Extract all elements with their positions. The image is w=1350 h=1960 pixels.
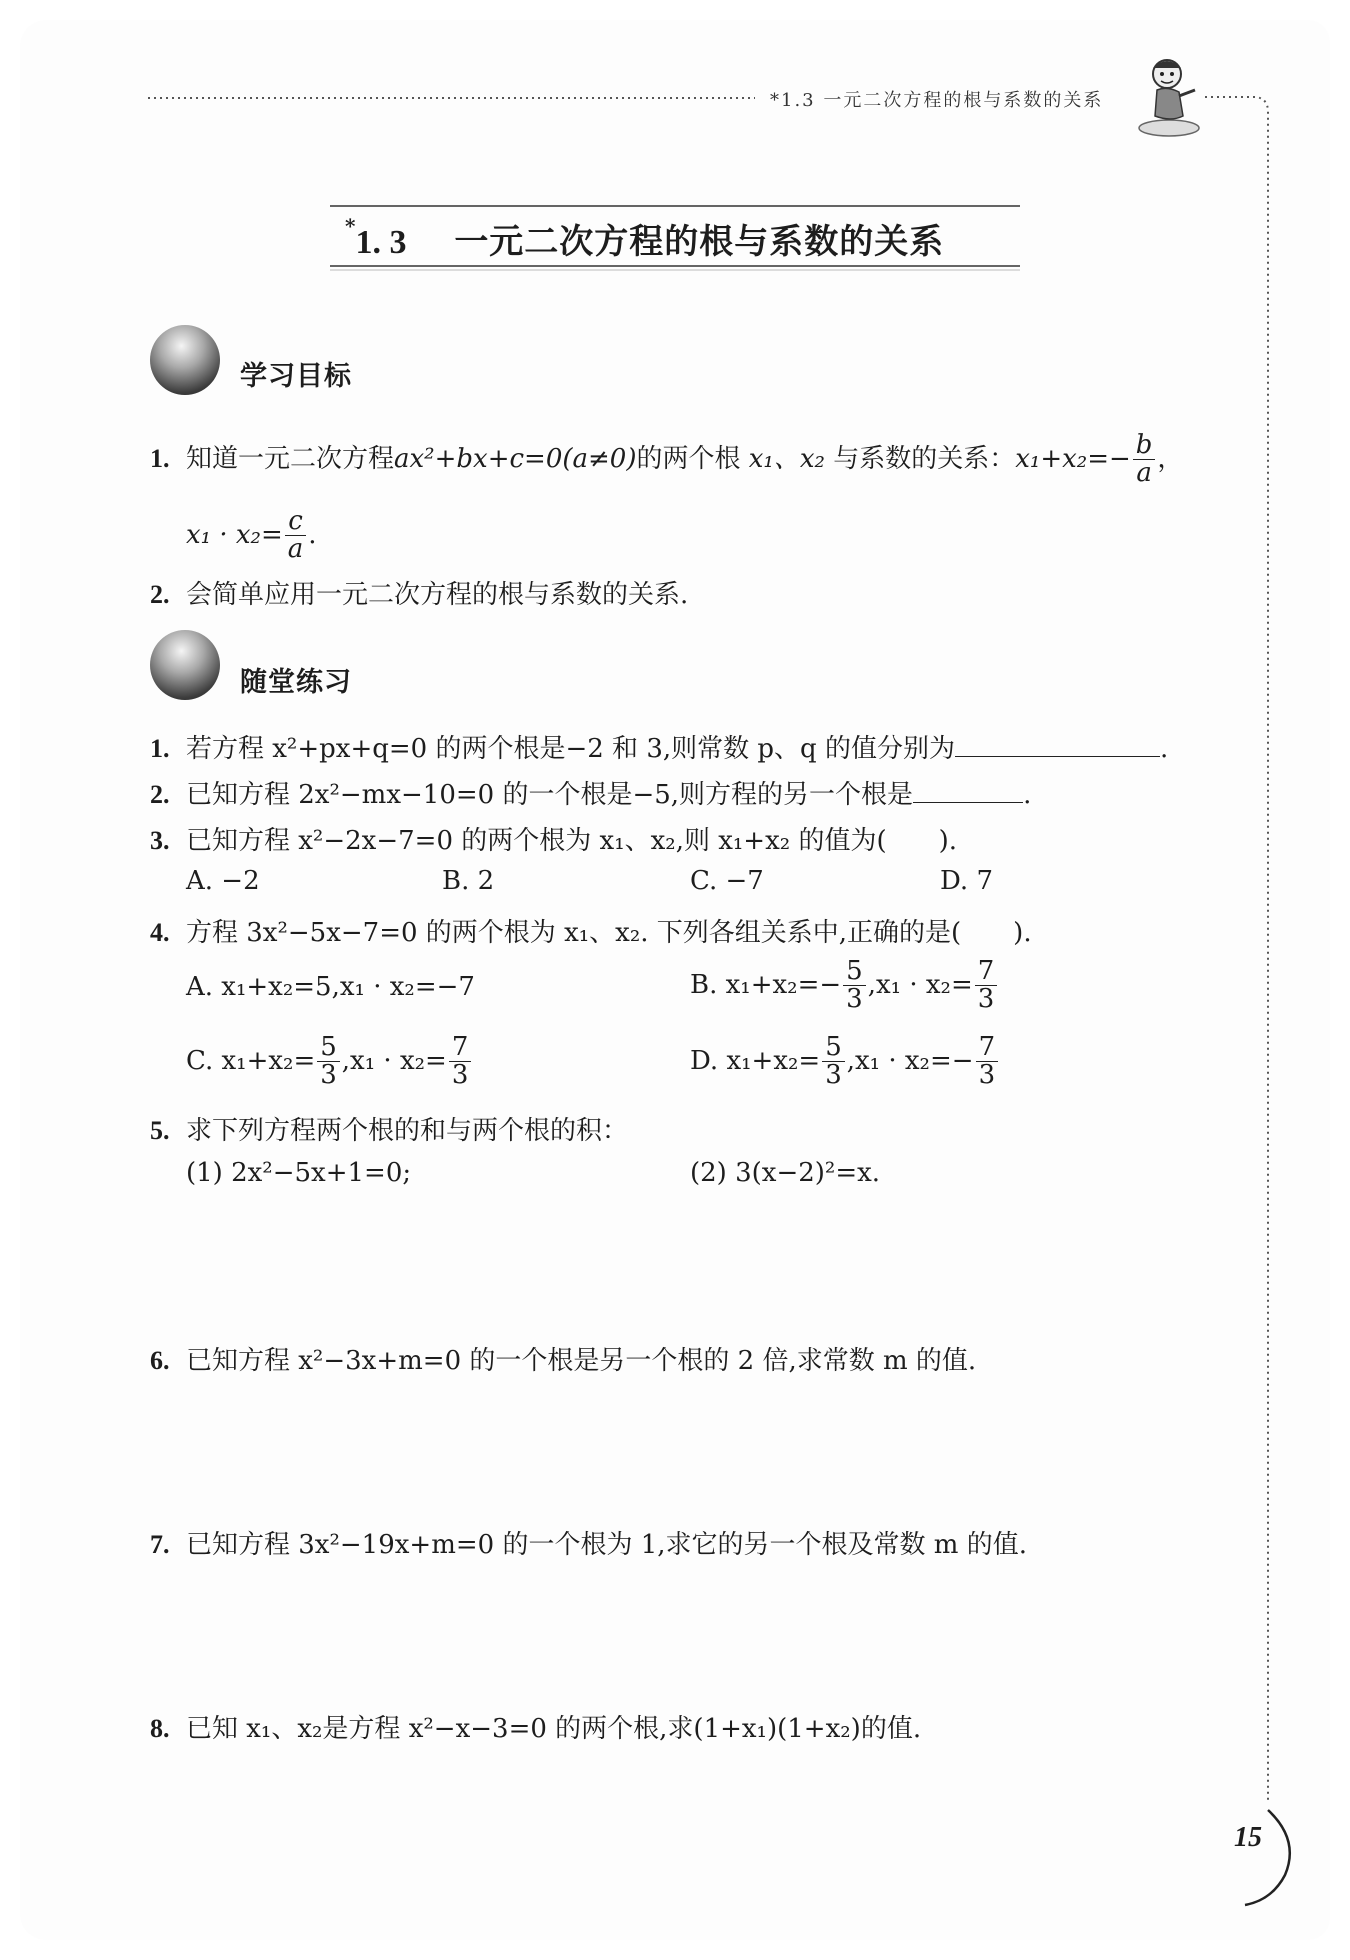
frac-den: 3 — [846, 984, 863, 1015]
question-7-text: 已知方程 3x²−19x+m=0 的一个根为 1,求它的另一个根及常数 m 的值. — [186, 1530, 1027, 1560]
question-4-number: 4. — [150, 918, 170, 947]
frac-den: 3 — [320, 1060, 337, 1091]
goal-1-text: 知道一元二次方程 — [186, 443, 395, 474]
question-3-option-a[interactable]: A. −2 — [186, 866, 260, 896]
goal-1-number: 1. — [150, 443, 170, 473]
goal-1-relation: 与系数的关系： — [833, 443, 1016, 474]
option-b-sum: B. x₁+x₂=− — [690, 969, 842, 1000]
page-number: 15 — [1234, 1822, 1262, 1853]
fraction — [976, 1034, 999, 1090]
section-ball-icon — [150, 630, 220, 700]
frac-num: b — [1133, 432, 1156, 460]
question-4-option-c[interactable] — [186, 1034, 473, 1090]
question-4-text: 方程 3x²−5x−7=0 的两个根为 x₁、x₂. 下列各组关系中,正确的是( ). — [186, 918, 1032, 948]
question-3-text: 已知方程 x²−2x−7=0 的两个根为 x₁、x₂,则 x₁+x₂ 的值为( ). — [186, 826, 957, 856]
question-8 — [150, 1708, 921, 1745]
option-d-product: ,x₁ · x₂=− — [846, 1045, 974, 1076]
question-3-option-c[interactable]: C. −7 — [690, 866, 764, 896]
frac-num: 7 — [449, 1034, 472, 1062]
fraction — [317, 1034, 340, 1090]
goal-2-text: 会简单应用一元二次方程的根与系数的关系. — [186, 580, 689, 610]
frac-num: c — [285, 508, 306, 536]
goal-1-comma: ， — [1157, 443, 1184, 474]
question-2-end: . — [1023, 780, 1032, 810]
question-1-end: . — [1159, 734, 1169, 764]
fraction — [822, 1034, 845, 1090]
section-title-practice: 随堂练习 — [240, 667, 352, 698]
fraction — [843, 958, 866, 1014]
question-7-number: 7. — [150, 1530, 170, 1559]
goal-1-roots: x₁、x₂ — [748, 443, 825, 474]
option-c-product: ,x₁ · x₂= — [341, 1045, 447, 1076]
answer-blank[interactable] — [955, 756, 1160, 757]
question-5-number: 5. — [150, 1116, 170, 1145]
question-1-number: 1. — [150, 734, 170, 763]
title-number: 1. 3 — [355, 224, 407, 261]
question-3-option-b[interactable]: B. 2 — [442, 866, 495, 896]
question-2-text: 已知方程 2x²−mx−10=0 的一个根是−5,则方程的另一个根是 — [186, 780, 914, 810]
question-5 — [150, 1110, 628, 1147]
goal-2 — [150, 574, 688, 611]
goal-2-number: 2. — [150, 580, 170, 609]
title-text: 一元二次方程的根与系数的关系 — [454, 222, 945, 262]
question-1-text: 若方程 x²+px+q=0 的两个根是−2 和 3,则常数 p、q 的值分别为 — [186, 734, 955, 764]
question-4-option-b[interactable] — [690, 958, 999, 1014]
frac-num: 5 — [317, 1034, 340, 1062]
page-title — [345, 214, 944, 263]
question-6 — [150, 1340, 976, 1377]
question-8-text: 已知 x₁、x₂是方程 x²−x−3=0 的两个根,求(1+x₁)(1+x₂)的值. — [186, 1714, 922, 1744]
question-3 — [150, 820, 957, 857]
goal-1-fraction-b-a — [1133, 432, 1156, 488]
goal-1-end: . — [308, 519, 317, 550]
frac-num: 7 — [975, 958, 998, 986]
frac-den: a — [287, 534, 304, 565]
goal-1-product — [186, 508, 317, 564]
question-4-option-a[interactable]: A. x₁+x₂=5,x₁ · x₂=−7 — [186, 972, 475, 1002]
frac-den: 3 — [825, 1060, 842, 1091]
question-3-option-d[interactable]: D. 7 — [940, 866, 993, 896]
mascot-icon — [1135, 52, 1205, 142]
goal-1-fraction-c-a — [285, 508, 307, 564]
question-5-part-2: (2) 3(x−2)²=x. — [690, 1158, 881, 1188]
question-5-part-1: (1) 2x²−5x+1=0; — [186, 1158, 412, 1188]
section-ball-icon — [150, 325, 220, 395]
question-3-number: 3. — [150, 826, 170, 855]
fraction — [975, 958, 998, 1014]
question-2 — [150, 774, 1031, 811]
question-8-number: 8. — [150, 1714, 170, 1743]
question-6-text: 已知方程 x²−3x+m=0 的一个根是另一个根的 2 倍,求常数 m 的值. — [186, 1346, 977, 1376]
question-5-text: 求下列方程两个根的和与两个根的积： — [186, 1116, 629, 1146]
frac-den: 3 — [977, 984, 995, 1015]
header-running-title: *1.3 一元二次方程的根与系数的关系 — [770, 90, 1104, 111]
goal-1-sum: x₁+x₂=− — [1015, 443, 1131, 474]
answer-blank[interactable] — [913, 802, 1023, 803]
frac-den: a — [1136, 458, 1152, 489]
option-d-sum: D. x₁+x₂= — [690, 1045, 821, 1076]
option-b-product: ,x₁ · x₂= — [867, 969, 973, 1000]
fraction — [449, 1034, 472, 1090]
option-c-sum: C. x₁+x₂= — [186, 1045, 316, 1076]
goal-1-mid: 的两个根 — [636, 443, 741, 474]
frac-den: 3 — [451, 1060, 469, 1091]
frac-num: 5 — [843, 958, 866, 986]
question-7 — [150, 1524, 1027, 1561]
section-title-goals: 学习目标 — [240, 361, 352, 392]
question-4 — [150, 912, 1032, 949]
question-2-number: 2. — [150, 780, 170, 809]
frac-num: 5 — [822, 1034, 845, 1062]
frac-num: 7 — [976, 1034, 999, 1062]
frac-den: 3 — [978, 1060, 996, 1091]
question-4-option-d[interactable] — [690, 1034, 1000, 1090]
goal-1-product-expr: x₁ · x₂= — [186, 519, 283, 550]
title-star: * — [345, 214, 356, 238]
goal-1 — [150, 432, 1183, 488]
question-6-number: 6. — [150, 1346, 170, 1375]
question-1 — [150, 728, 1168, 765]
goal-1-equation: ax²+bx+c=0(a≠0) — [394, 443, 637, 474]
